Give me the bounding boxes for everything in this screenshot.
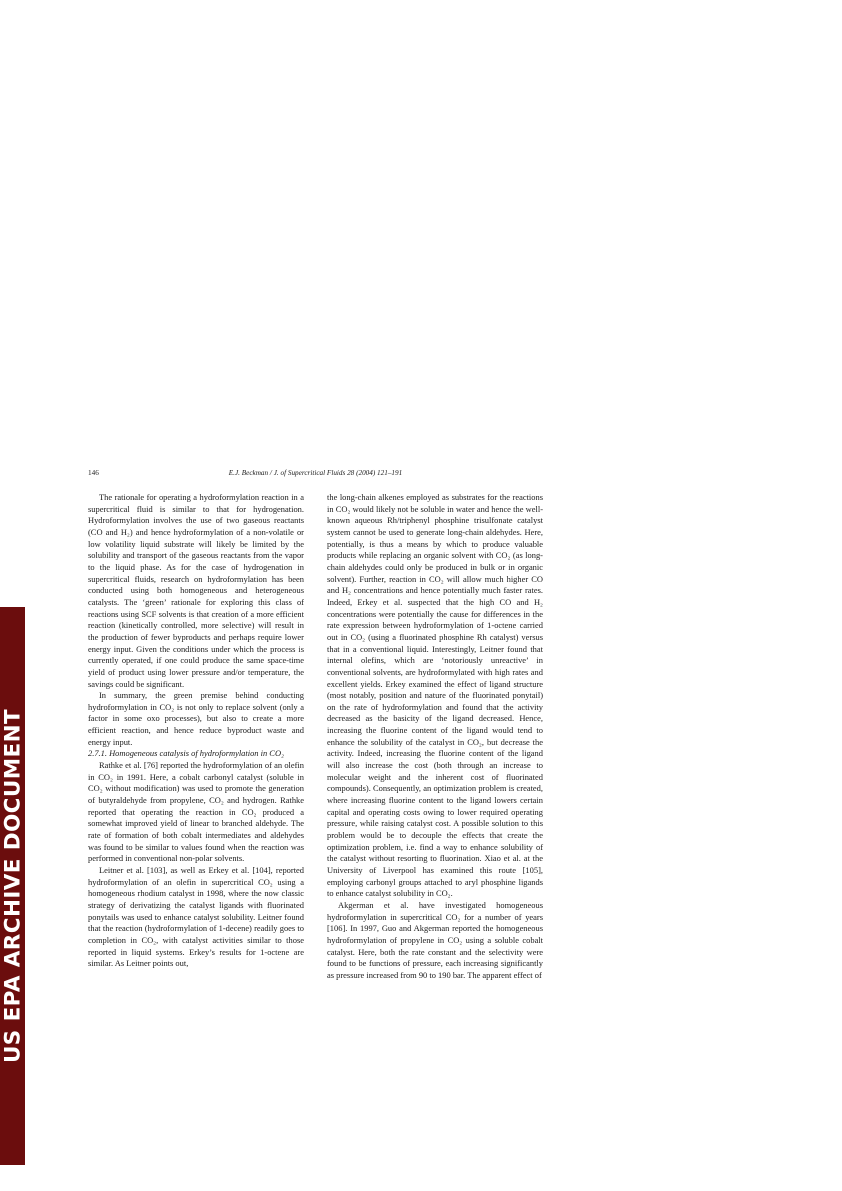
watermark-text: US EPA ARCHIVE DOCUMENT [0, 708, 25, 1064]
paragraph: Leitner et al. [103], as well as Erkey et al. [104], reported hydroformylation of an olefin in supercritical CO₂ using a homogeneous rhodium catalyst in 1998, where the now classic strategy of derivatizing the catalyst ligands with fluorinated ponytails was used to enhance catalyst solubility. Leitner found that the reaction (hydroformylation of 1-decene) readily goes to completion in CO₂, with catalyst activities similar to those reported in liquid systems. Erkey’s results for 1-octene are similar. As Leitner points out, [88, 865, 304, 969]
journal-citation: E.J. Beckman / J. of Supercritical Fluids 28 (2004) 121–191 [228, 469, 403, 477]
right-column [327, 492, 543, 982]
paragraph: The rationale for operating a hydroformylation reaction in a supercritical fluid is similar to that for hydrogenation. Hydroformylation involves the use of two gaseous reactants (CO and H₂) and hence hydroformylation of a non-volatile or low volatility liquid substrate will likely be limited by the solubility and transport of the gaseous reactants from the vapor to the liquid phase. As for the case of hydrogenation in supercritical fluids, research on hydroformylation has been conducted using both homogeneous and heterogeneous catalysts. The ‘green’ rationale for exploring this class of reactions using SCF solvents is that creation of a more efficient reaction (kinetically controlled, more selective) will result in the production of fewer byproducts and perhaps require lower energy input. Given the conditions under which the process is currently operated, if one could produce the same space-time yield of product using lower pressure and/or temperature, the savings could be significant. [88, 492, 304, 689]
paragraph: Akgerman et al. have investigated homogeneous hydroformylation in supercritical CO₂ for a number of years [106]. In 1997, Guo and Akgerman reported the homogeneous hydroformylation of propylene in CO₂ using a soluble cobalt catalyst. Here, both the rate constant and the selectivity were found to be functions of pressure, each increasing significantly as pressure increased from 90 to 190 bar. The apparent effect of [327, 899, 543, 980]
paragraph: Rathke et al. [76] reported the hydroformylation of an olefin in CO₂ in 1991. Here, a cobalt carbonyl catalyst (soluble in CO₂ without modification) was used to promote the generation of butyraldehyde from propylene, CO₂ and hydrogen. Rathke reported that operating the reaction in CO₂ produced a somewhat improved yield of linear to branched aldehyde. The rate of formation of both cobalt intermediates and aldehydes was found to be similar to values found when the reaction was performed in conventional non-polar solvents. [88, 760, 304, 864]
archive-watermark-banner [0, 607, 25, 1165]
page-number: 146 [88, 469, 99, 477]
left-column [88, 492, 304, 970]
subsection-title: 2.7.1. Homogeneous catalysis of hydroformylation in CO₂ [88, 748, 284, 759]
paragraph: the long-chain alkenes employed as substrates for the reactions in CO₂ would likely not be soluble in water and hence the well-known aqueous Rh/triphenyl phosphine trisulfonate catalyst system cannot be used to generate long-chain aldehydes. Here, potentially, is thus a means by which to produce valuable products while replacing an organic solvent with CO₂ (as long-chain aldehydes could only be produced in bulk or in organic solvent). Further, reaction in CO₂ will allow much higher CO and H₂ concentrations and hence potentially much faster rates. Indeed, Erkey et al. suspected that the high CO and H₂ concentrations were potentially the cause for differences in the rate expression between hydroformylation of 1-octene carried out in CO₂ (using a fluorinated phosphine Rh catalyst) versus that in a conventional liquid. Interestingly, Leitner found that internal olefins, which are ‘notoriously unreactive’ in conventional solvents, are hydroformylated with high rates and excellent yields. Erkey examined the effect of ligand structure (most notably, position and nature of the fluorinated ponytail) on the rate of hydroformylation and found that the activity decreased as the basicity of the ligand decreased. Hence, increasing the fluorine content of the ligand would tend to enhance the solubility of the catalyst in CO₂, but decrease the activity. Indeed, increasing the fluorine content of the ligand will also increase the cost (both through an increase to molecular weight and the inherent cost of fluorinated compounds). Consequently, an optimization problem is created, where increasing fluorine content to the ligand lowers certain capital and operating costs owing to lower required operating pressure, while raising catalyst cost. A possible solution to this problem would be to decouple the effects that create the optimization problem, i.e. find a way to enhance solubility of the catalyst without resorting to fluorination. Xiao et al. at the University of Liverpool has examined this route [105], employing carbonyl groups attached to aryl phosphine ligands to enhance catalyst solubility in CO₂. [327, 492, 543, 899]
paragraph: In summary, the green premise behind conducting hydroformylation in CO₂ is not only to replace solvent (only a factor in some oxo processes), but also to create a more efficient reaction, and hence reduce byproduct waste and energy input. [88, 690, 304, 747]
